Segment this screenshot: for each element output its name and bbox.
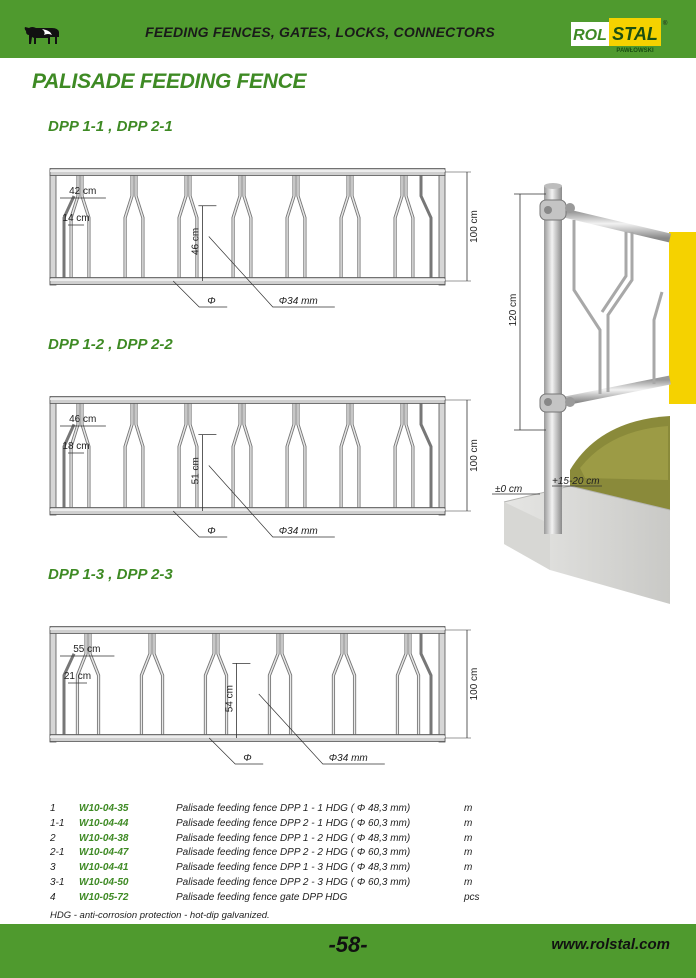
fence-bar bbox=[205, 630, 214, 738]
fence-bar bbox=[352, 400, 359, 511]
height-label: 46 cm bbox=[190, 227, 202, 256]
fence-bar bbox=[179, 400, 186, 511]
article-unit: m bbox=[464, 832, 473, 844]
code-index: 3 bbox=[50, 862, 56, 874]
article-code: W10-04-50 bbox=[79, 877, 129, 888]
photo-offset-label: +15-20 cm bbox=[552, 476, 600, 487]
website-link[interactable]: www.rolstal.com bbox=[551, 936, 670, 953]
fence-diagram-2 bbox=[40, 388, 480, 553]
fence-bar bbox=[341, 400, 348, 511]
gap-label: 18 cm bbox=[62, 441, 90, 452]
page-number: -58- bbox=[328, 932, 368, 957]
height-label: 54 cm bbox=[224, 685, 236, 713]
rolstal-logo bbox=[571, 18, 666, 52]
article-unit: m bbox=[464, 862, 473, 874]
fence-bar bbox=[233, 400, 240, 511]
fence-end-post bbox=[439, 628, 445, 742]
article-code: W10-04-38 bbox=[79, 832, 129, 844]
fence-bar bbox=[282, 630, 291, 738]
fence-end-post bbox=[439, 398, 445, 515]
fence-bar bbox=[190, 172, 197, 281]
article-description: Palisade feeding fence DPP 2 - 2 HDG ( Φ 60,3 mm) bbox=[176, 847, 411, 859]
fence-bar bbox=[125, 400, 132, 511]
gap-label: 21 cm bbox=[63, 671, 92, 682]
fence-bar bbox=[136, 400, 143, 511]
total-label: 100 cm bbox=[469, 210, 480, 243]
fence-bar bbox=[190, 400, 197, 511]
gap-label: 14 cm bbox=[62, 213, 90, 224]
fence-bar bbox=[179, 172, 186, 281]
article-code: W10-04-35 bbox=[79, 803, 129, 814]
pipe-leader bbox=[209, 738, 263, 764]
fence-bar bbox=[141, 630, 150, 738]
fence-bar bbox=[154, 630, 163, 738]
pipe-label: Φ34 mm bbox=[328, 753, 368, 764]
fence-bar bbox=[352, 172, 359, 281]
code-index: 2-1 bbox=[50, 847, 65, 859]
pipe-label: Φ34 mm bbox=[278, 526, 318, 537]
footer-bar bbox=[0, 924, 696, 978]
fence-diagram-3 bbox=[40, 616, 480, 776]
code-index: 3-1 bbox=[50, 877, 65, 888]
total-label: 100 cm bbox=[469, 667, 480, 701]
fence-bar bbox=[410, 630, 419, 738]
pipe-label: Φ bbox=[207, 526, 216, 537]
fence-frame bbox=[50, 397, 445, 516]
section-label-1: DPP 1-1 , DPP 2-1 bbox=[48, 118, 173, 135]
fence-bar bbox=[244, 400, 251, 511]
article-description: Palisade feeding fence DPP 2 - 3 HDG ( Φ 60,3 mm) bbox=[176, 877, 411, 888]
section-label-2: DPP 1-2 , DPP 2-2 bbox=[48, 336, 173, 353]
section-label-3: DPP 1-3 , DPP 2-3 bbox=[48, 566, 173, 583]
pipe-label: Φ34 mm bbox=[278, 296, 318, 307]
fence-bar bbox=[406, 400, 413, 511]
fence-photo bbox=[490, 180, 670, 610]
code-index: 1-1 bbox=[50, 817, 65, 829]
fence-frame bbox=[50, 627, 445, 743]
fence-bar bbox=[341, 172, 348, 281]
article-code: W10-04-41 bbox=[79, 862, 129, 874]
article-description: Palisade feeding fence DPP 1 - 3 HDG ( Φ 48,3 mm) bbox=[176, 862, 411, 874]
article-unit: pcs bbox=[464, 891, 480, 903]
section-tab bbox=[669, 232, 696, 404]
fence-bar bbox=[395, 172, 402, 281]
pipe-leader bbox=[173, 511, 227, 537]
fence-end-post bbox=[50, 398, 56, 515]
pipe-label: Φ bbox=[207, 296, 216, 307]
fence-bar bbox=[406, 172, 413, 281]
fence-rail bbox=[50, 627, 445, 634]
fence-bar bbox=[136, 172, 143, 281]
fence-bar bbox=[421, 630, 431, 738]
article-unit: m bbox=[464, 847, 473, 859]
fence-bar bbox=[298, 172, 305, 281]
header-bar bbox=[0, 0, 696, 58]
hdg-note: HDG - anti-corrosion protection - hot-dip galvanized. bbox=[50, 910, 270, 921]
svg-text:PAWŁOWSKI: PAWŁOWSKI bbox=[616, 48, 654, 54]
article-description: Palisade feeding fence DPP 2 - 1 HDG ( Φ 60,3 mm) bbox=[176, 817, 411, 829]
spacing-label: 46 cm bbox=[69, 414, 97, 425]
fence-rail bbox=[50, 397, 445, 404]
spacing-label: 42 cm bbox=[69, 186, 97, 197]
height-label: 51 cm bbox=[190, 457, 202, 485]
fence-frame bbox=[50, 169, 445, 286]
fence-bar bbox=[287, 172, 294, 281]
code-index: 2 bbox=[50, 832, 56, 844]
fence-rail bbox=[50, 278, 445, 285]
fence-bar bbox=[125, 172, 132, 281]
article-description: Palisade feeding fence DPP 1 - 2 HDG ( Φ 48,3 mm) bbox=[176, 832, 411, 844]
fence-bar bbox=[397, 630, 406, 738]
fence-end-post bbox=[50, 628, 56, 742]
photo-height-label: 120 cm bbox=[508, 293, 519, 327]
fence-bar bbox=[395, 400, 402, 511]
fence-bar bbox=[64, 654, 74, 738]
spacing-label: 55 cm bbox=[73, 644, 101, 655]
article-code: W10-04-47 bbox=[79, 847, 129, 859]
fence-bar bbox=[218, 630, 227, 738]
fence-bar bbox=[421, 172, 431, 281]
fence-bar bbox=[269, 630, 278, 738]
svg-text:®: ® bbox=[663, 21, 668, 27]
total-label: 100 cm bbox=[469, 439, 480, 472]
pipe-label: Φ bbox=[243, 753, 252, 764]
article-code: W10-05-72 bbox=[79, 891, 129, 903]
fence-bar bbox=[333, 630, 342, 738]
fence-end-post bbox=[439, 170, 445, 285]
page-title: PALISADE FEEDING FENCE bbox=[32, 70, 307, 93]
fence-bar bbox=[298, 400, 305, 511]
fence-rail bbox=[50, 169, 445, 176]
fence-end-post bbox=[50, 170, 56, 285]
svg-text:STAL: STAL bbox=[612, 24, 658, 44]
fence-rail bbox=[50, 735, 445, 742]
fence-bar bbox=[244, 172, 251, 281]
fence-bar bbox=[421, 400, 431, 511]
article-code: W10-04-44 bbox=[79, 817, 129, 829]
fence-bar bbox=[346, 630, 355, 738]
article-unit: m bbox=[464, 877, 473, 888]
article-unit: m bbox=[464, 817, 473, 829]
code-index: 4 bbox=[50, 891, 56, 903]
photo-zero-label: ±0 cm bbox=[495, 484, 523, 495]
code-index: 1 bbox=[50, 803, 56, 814]
header-title: FEEDING FENCES, GATES, LOCKS, CONNECTORS bbox=[145, 24, 495, 40]
fence-bar bbox=[287, 400, 294, 511]
article-description: Palisade feeding fence gate DPP HDG bbox=[176, 891, 348, 903]
article-unit: m bbox=[464, 803, 473, 814]
svg-text:ROL: ROL bbox=[573, 27, 607, 44]
article-description: Palisade feeding fence DPP 1 - 1 HDG ( Φ 48,3 mm) bbox=[176, 803, 411, 814]
fence-diagram-1 bbox=[40, 160, 480, 320]
